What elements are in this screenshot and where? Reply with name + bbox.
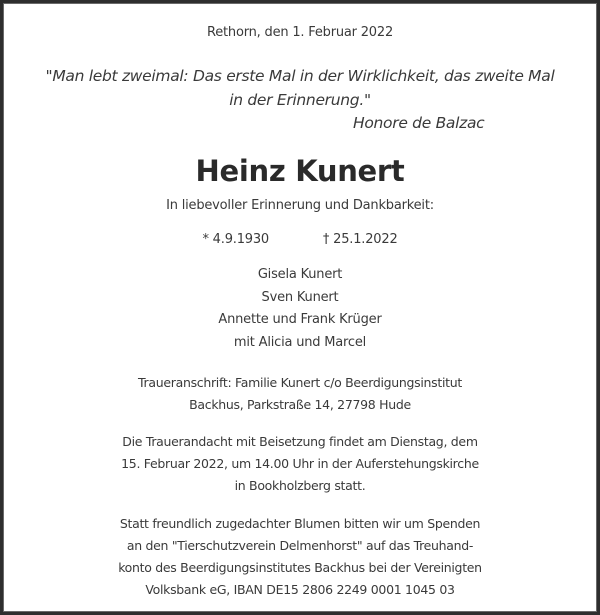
place-date: Rethorn, den 1. Februar 2022 (206, 25, 394, 40)
quote-line-1: "Man lebt zweimal: Das erste Mal in der Wirklichkeit, das zweite Mal (45, 67, 555, 85)
life-dates (3, 232, 597, 247)
address-line: Traueranschrift: Familie Kunert c/o Beerdigungsinstitut (138, 375, 462, 390)
service-line: in Bookholzberg statt. (234, 478, 366, 493)
deceased-name: Heinz Kunert (195, 154, 405, 188)
family-member: Sven Kunert (261, 289, 339, 305)
death-date: † 25.1.2022 (322, 232, 398, 247)
donation-info (3, 513, 597, 601)
donation-line: konto des Beerdigungsinstitutes Backhus bei der Vereinigten (118, 560, 482, 575)
donation-line: Volksbank eG, IBAN DE15 2806 2249 0001 1045 03 (145, 582, 455, 597)
memorial-subtitle: In liebevoller Erinnerung und Dankbarkeit: (166, 198, 434, 213)
family-member: Gisela Kunert (257, 267, 343, 282)
service-line: 15. Februar 2022, um 14.00 Uhr in der Auferstehungskirche (121, 456, 479, 471)
quote-author: Honore de Balzac (353, 114, 485, 132)
quote-line-2: in der Erinnerung." (229, 91, 371, 109)
donation-line: Statt freundlich zugedachter Blumen bitten wir um Spenden (119, 516, 481, 531)
service-info (3, 431, 597, 497)
mourning-address (3, 372, 597, 416)
family-list (3, 264, 597, 354)
service-line: Die Trauerandacht mit Beisetzung findet am Dienstag, dem (122, 434, 478, 449)
family-member: Annette und Frank Krüger (218, 312, 382, 327)
donation-line: an den "Tierschutzverein Delmenhorst" auf das Treuhand- (126, 538, 474, 553)
family-member: mit Alicia und Marcel (233, 334, 367, 350)
address-line: Backhus, Parkstraße 14, 27798 Hude (189, 397, 411, 412)
birth-date: * 4.9.1930 (202, 232, 269, 247)
